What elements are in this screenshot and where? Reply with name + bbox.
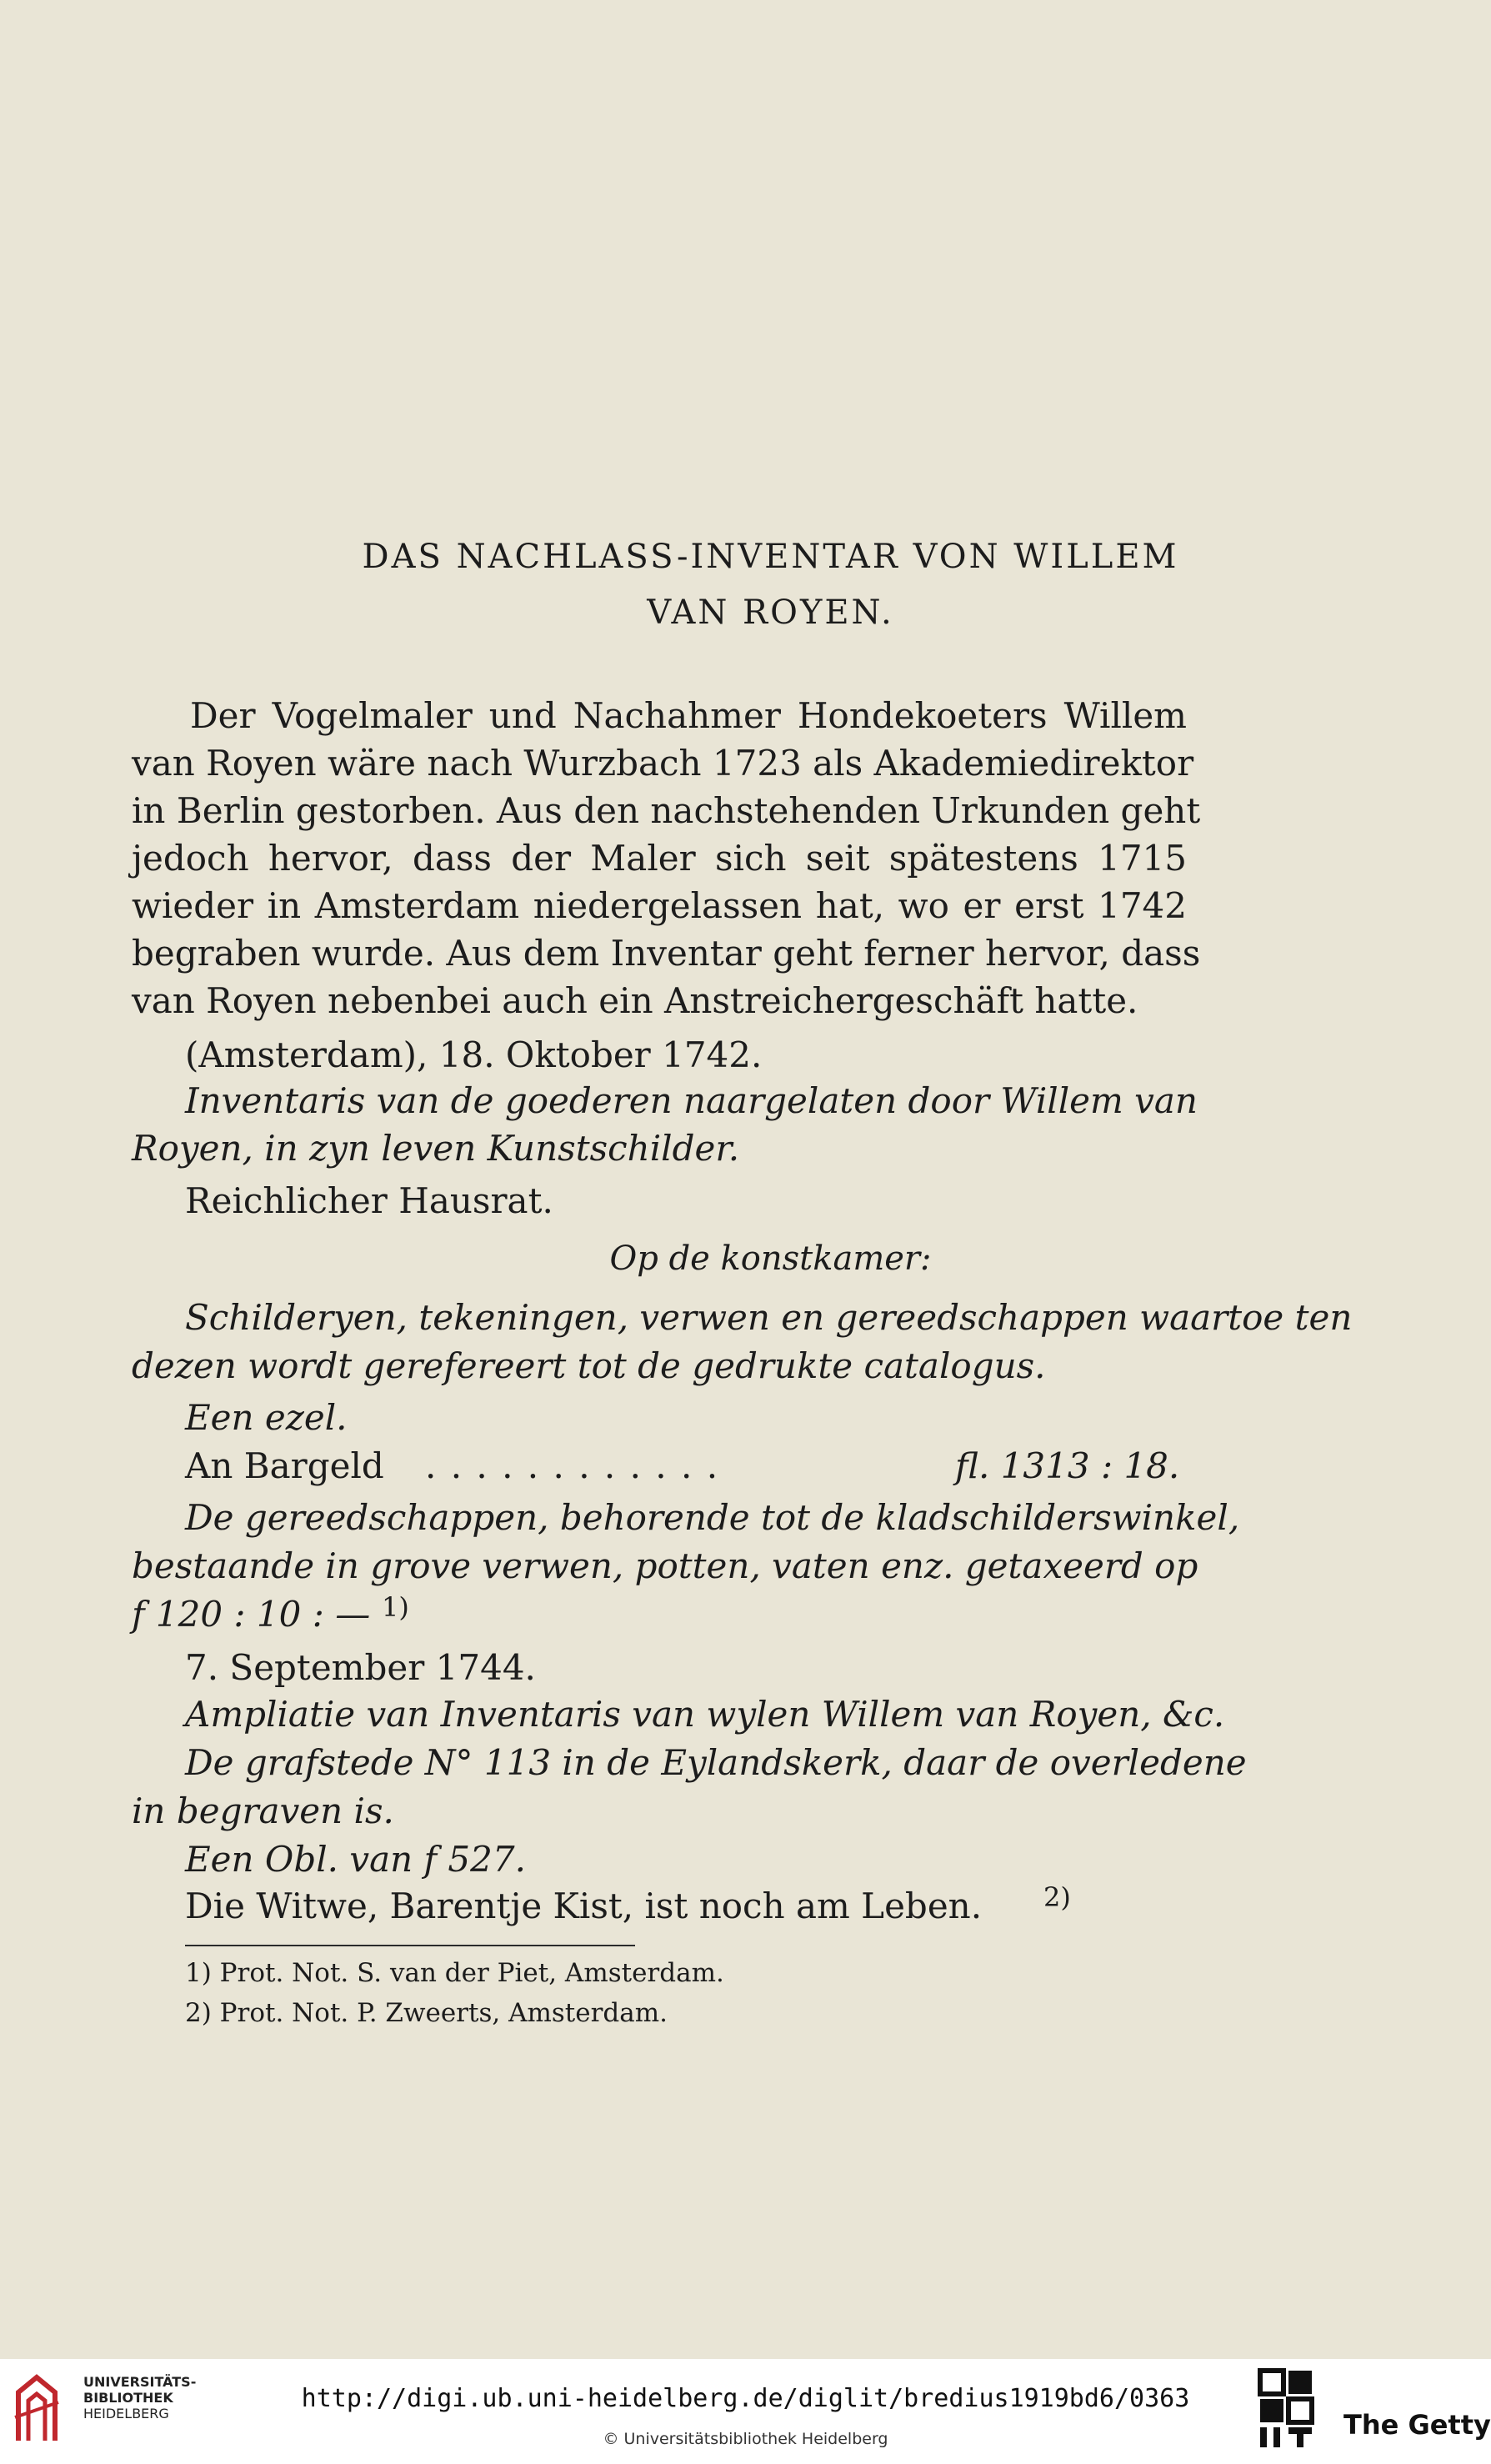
library-name-line: HEIDELBERG [83, 2406, 169, 2421]
item-line: Een Obl. van f 527. [185, 1839, 526, 1880]
sponsor-name: The Getty [1343, 2409, 1491, 2441]
item-line: Schilderyen, tekeningen, verwen en gereedschappen waartoe ten [185, 1297, 1353, 1338]
entry-note: Reichlicher Hausrat. [185, 1180, 553, 1221]
paragraph-line: van Royen nebenbei auch ein Anstreichergeschäft hatte. [132, 980, 1138, 1021]
permalink-url[interactable]: http://digi.ub.uni-heidelberg.de/diglit/bredius1919bd6/0363 [301, 2384, 1190, 2413]
entry-date: 7. September 1744. [185, 1647, 536, 1688]
article-title-line-2: VAN ROYEN. [647, 593, 894, 632]
leader-dots: . . . . . . . . . . . . [425, 1445, 720, 1486]
item-line: Ampliatie van Inventaris van wylen Willem van Royen, &c. [185, 1694, 1225, 1735]
paragraph-line: begraben wurde. Aus dem Inventar geht ferner hervor, dass [132, 933, 1201, 974]
paragraph-line: van Royen wäre nach Wurzbach 1723 als Akademiedirektor [132, 743, 1194, 784]
article-title-line-1: DAS NACHLASS-INVENTAR VON WILLEM [362, 538, 1179, 576]
bargeld-amount: fl. 1313 : 18. [955, 1445, 1180, 1486]
footnote-rule [185, 1945, 635, 1946]
bargeld-label: An Bargeld [185, 1445, 384, 1486]
item-line: f 120 : 10 : — [132, 1594, 371, 1635]
footnote-ref: 1) [382, 1591, 409, 1623]
item-line: Een ezel. [185, 1397, 348, 1438]
footnote-ref: 2) [1043, 1881, 1071, 1913]
item-line: De grafstede N° 113 in de Eylandskerk, daar de overledene [185, 1742, 1247, 1783]
getty-logo-icon [1257, 2367, 1315, 2451]
footnote: 2) Prot. Not. P. Zweerts, Amsterdam. [185, 1998, 668, 2028]
paragraph-line: jedoch hervor, dass der Maler sich seit spätestens 1715 [132, 838, 1187, 879]
section-heading: Op de konstkamer: [609, 1240, 932, 1278]
item-line: in begraven is. [132, 1790, 394, 1831]
footnote: 1) Prot. Not. S. van der Piet, Amsterdam. [185, 1958, 724, 1988]
copyright-notice: © Universitätsbibliothek Heidelberg [603, 2430, 888, 2448]
library-name-line: BIBLIOTHEK [83, 2390, 173, 2406]
inventory-title-line-2: Royen, in zyn leven Kunstschilder. [132, 1128, 740, 1169]
inventory-title-line-1: Inventaris van de goederen naargelaten door Willem van [185, 1080, 1198, 1121]
item-line: Die Witwe, Barentje Kist, ist noch am Leben. [185, 1886, 983, 1926]
paragraph-line: wieder in Amsterdam niedergelassen hat, wo er erst 1742 [132, 885, 1187, 926]
paragraph-line: Der Vogelmaler und Nachahmer Hondekoeters Willem [190, 695, 1187, 736]
item-line: De gereedschappen, behorende tot de kladschilderswinkel, [185, 1497, 1240, 1538]
item-line: dezen wordt gerefereert tot de gedrukte catalogus. [132, 1345, 1046, 1386]
item-line: bestaande in grove verwen, potten, vaten enz. getaxeerd op [132, 1545, 1198, 1586]
entry-date: (Amsterdam), 18. Oktober 1742. [185, 1034, 763, 1075]
library-name-line: UNIVERSITÄTS- [83, 2374, 197, 2390]
paragraph-line: in Berlin gestorben. Aus den nachstehenden Urkunden geht [132, 790, 1201, 831]
